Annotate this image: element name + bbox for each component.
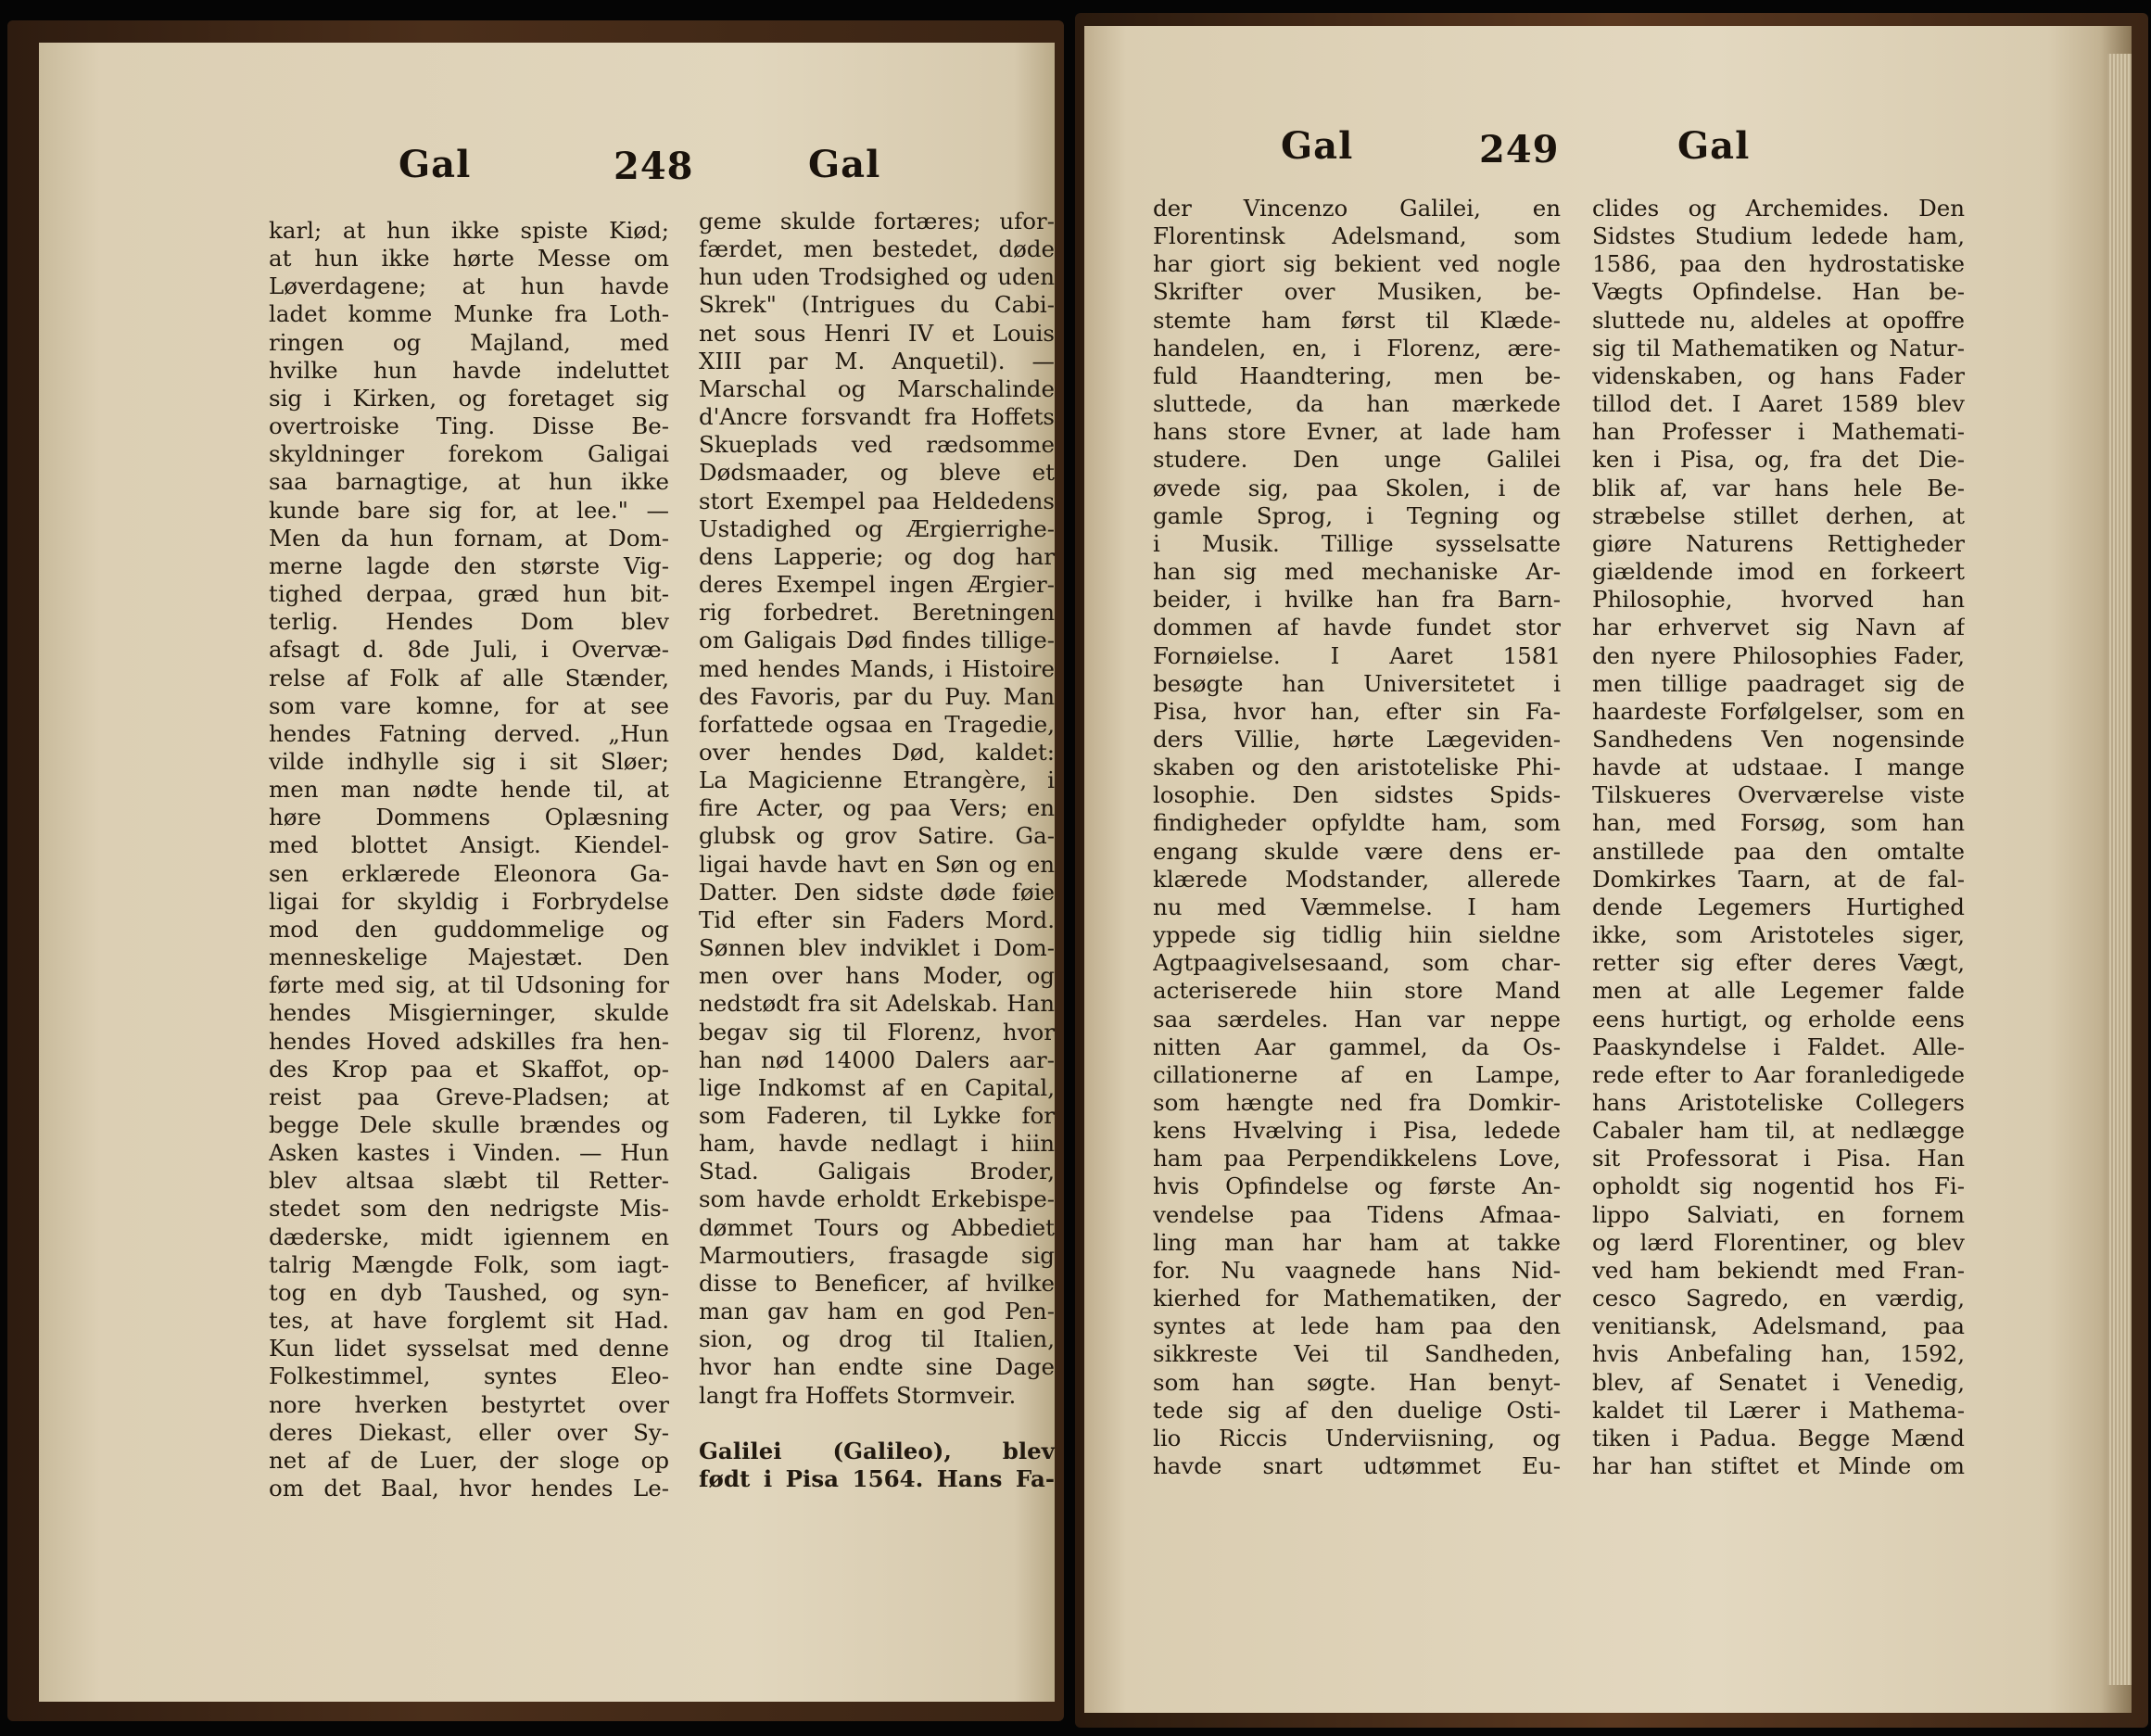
text-line: fire Acter, og paa Vers; en [699,794,1055,822]
text-line: 1586, paa den hydrostatiske [1592,250,1965,278]
text-line: reist paa Greve-Pladsen; at [269,1083,669,1110]
text-line: Tilskueres Overværelse viste [1592,781,1965,809]
text-line: losophie. Den sidstes Spids- [1153,781,1561,809]
left-header-word-right: Gal [808,143,881,186]
text-line: færdet, men bestedet, døde [699,235,1055,263]
right-header-word: Gal [1281,124,1354,168]
text-line: skaben og den aristoteliske Phi- [1153,754,1561,781]
text-line: giældende imod en forkeert [1592,558,1965,586]
text-line: over hendes Død, kaldet: [699,738,1055,766]
text-line: øvede sig, paa Skolen, i de [1153,474,1561,501]
text-line: hans Aristoteliske Collegers [1592,1089,1965,1116]
text-line: sion, og drog til Italien, [699,1325,1055,1353]
text-line: Paaskyndelse i Faldet. Alle- [1592,1033,1965,1060]
text-line: tes, at have forglemt sit Had. [269,1307,669,1335]
text-line: Skueplads ved rædsomme [699,431,1055,459]
text-line: sig i Kirken, og foretaget sig [269,384,669,412]
text-line: ringen og Majland, med [269,328,669,356]
text-line: anstillede paa den omtalte [1592,837,1965,865]
text-line: om Galigais Død findes tillige- [699,627,1055,654]
text-line: merne lagde den største Vig- [269,551,669,579]
text-line: karl; at hun ikke spiste Kiød; [269,217,669,244]
text-line: han sig med mechaniske Ar- [1153,558,1561,586]
left-page-column-1 [269,217,669,1502]
text-line: Sandhedens Ven nogensinde [1592,725,1965,753]
text-line: Vægts Opfindelse. Han be- [1592,278,1965,306]
text-line: ladet komme Munke fra Loth- [269,300,669,328]
text-line: men tillige paadraget sig de [1592,669,1965,697]
text-line: Skrifter over Musiken, be- [1153,278,1561,306]
text-line: havde at udstaae. I mange [1592,754,1965,781]
text-line: Stad. Galigais Broder, [699,1158,1055,1185]
left-page-number: 248 [614,145,694,188]
left-header-word: Gal [399,143,472,186]
text-line: som vare komne, for at see [269,691,669,719]
text-line: hvilke hun havde indeluttet [269,356,669,384]
left-page-column-2 [699,208,1055,1493]
text-line: som havde erholdt Erkebispe- [699,1185,1055,1213]
text-line: hun uden Trodsighed og uden [699,263,1055,291]
text-line: skyldninger forekom Galigai [269,440,669,468]
text-line: stemte ham først til Klæde- [1153,306,1561,334]
text-line: retter sig efter deres Vægt, [1592,949,1965,977]
text-line: begav sig til Florenz, hvor [699,1018,1055,1045]
text-line: Sønnen blev indviklet i Dom- [699,934,1055,962]
text-line: har giort sig bekient ved nogle [1153,250,1561,278]
text-line: geme skulde fortæres; ufor- [699,208,1055,234]
text-line: har han stiftet et Minde om [1592,1452,1965,1480]
text-line: nedstødt fra sit Adelskab. Han [699,990,1055,1018]
text-line: handelen, en, i Florenz, ære- [1153,334,1561,361]
text-line: ved ham bekiendt med Fran- [1592,1256,1965,1284]
text-line: besøgte han Universitetet i [1153,669,1561,697]
text-line: syntes at lede ham paa den [1153,1312,1561,1340]
text-line: talrig Mængde Folk, som iagt- [269,1250,669,1278]
text-line: for. Nu vaagnede hans Nid- [1153,1256,1561,1284]
text-line: La Magicienne Etrangère, i [699,767,1055,794]
text-line: man gav ham en god Pen- [699,1298,1055,1325]
text-line: dæderske, midt igiennem en [269,1223,669,1250]
text-line: Asken kastes i Vinden. — Hun [269,1139,669,1167]
text-line: ligai havde havt en Søn og en [699,850,1055,878]
right-page-number: 249 [1479,128,1560,171]
text-line: relse af Folk af alle Stænder, [269,664,669,691]
text-line: disse to Beneficer, af hvilke [699,1269,1055,1297]
text-line: førte med sig, at til Udsoning for [269,971,669,999]
text-line: deres Diekast, eller over Sy- [269,1418,669,1446]
text-line: forfattede ogsaa en Tragedie, [699,710,1055,738]
text-line: tiken i Padua. Begge Mænd [1592,1424,1965,1451]
text-line: høre Dommens Oplæsning [269,804,669,831]
text-line: venitiansk, Adelsmand, paa [1592,1312,1965,1340]
text-line: engang skulde være dens er- [1153,837,1561,865]
entry-spacer [699,1410,1055,1438]
text-line: yppede sig tidlig hiin sieldne [1153,921,1561,949]
text-line: Skrek" (Intrigues du Cabi- [699,291,1055,319]
text-line: saa særdeles. Han var neppe [1153,1005,1561,1033]
text-line: kierhed for Mathematiken, der [1153,1285,1561,1312]
text-line: des Favoris, par du Puy. Man [699,682,1055,710]
text-line: med blottet Ansigt. Kiendel- [269,831,669,859]
text-line: han Professer i Mathemati- [1592,418,1965,446]
text-line: saa barnagtige, at hun ikke [269,468,669,496]
text-line: tighed derpaa, græd hun bit- [269,580,669,608]
text-line: opholdt sig nogentid hos Fi- [1592,1172,1965,1200]
text-line: nu med Væmmelse. I ham [1153,893,1561,920]
text-line: kens Hvælving i Pisa, ledede [1153,1117,1561,1145]
text-line: den nyere Philosophies Fader, [1592,641,1965,669]
text-line: som Faderen, til Lykke for [699,1102,1055,1129]
text-line: men over hans Moder, og [699,962,1055,990]
text-line: i Musik. Tillige sysselsatte [1153,529,1561,557]
text-line: studere. Den unge Galilei [1153,446,1561,474]
text-line: hvis Opfindelse og første An- [1153,1172,1561,1200]
text-line: net af de Luer, der sloge op [269,1446,669,1474]
text-line: Kun lidet sysselsat med denne [269,1335,669,1362]
text-line: stort Exempel paa Heldedens [699,487,1055,514]
text-line: kaldet til Lærer i Mathema- [1592,1396,1965,1424]
text-line: overtroiske Ting. Disse Be- [269,412,669,440]
left-page [39,43,1055,1702]
right-page-column-2 [1592,195,1965,1480]
text-line: tog en dyb Taushed, og syn- [269,1278,669,1306]
text-line: afsagt d. 8de Juli, i Overvæ- [269,636,669,664]
text-line: lio Riccis Underviisning, og [1153,1424,1561,1451]
text-line: Folkestimmel, syntes Eleo- [269,1362,669,1390]
text-line: acteriserede hiin store Mand [1153,977,1561,1005]
right-page-edge [2107,54,2132,1685]
text-line: stræbelse stillet derhen, at [1592,501,1965,529]
text-line: findigheder opfyldte ham, som [1153,809,1561,837]
text-line: nitten Aar gammel, da Os- [1153,1033,1561,1060]
text-line: mod den guddommelige og [269,915,669,943]
text-line: Fornøielse. I Aaret 1581 [1153,641,1561,669]
text-line: haardeste Forfølgelser, som en [1592,697,1965,725]
text-line: der Vincenzo Galilei, en [1153,195,1561,222]
text-line: hvis Anbefaling han, 1592, [1592,1340,1965,1368]
right-header-word-right: Gal [1677,124,1751,168]
text-line: stedet som den nedrigste Mis- [269,1195,669,1223]
text-line: langt fra Hoffets Stormveir. [699,1381,1017,1409]
text-line: Cabaler ham til, at nedlægge [1592,1117,1965,1145]
text-line: sig til Mathematiken og Natur- [1592,334,1965,361]
text-line: eens hurtigt, og erholde eens [1592,1005,1965,1033]
text-line: cesco Sagredo, en værdig, [1592,1285,1965,1312]
text-line: Datter. Den sidste døde føie [699,878,1055,906]
text-line: dende Legemers Hurtighed [1592,893,1965,920]
text-line: hendes Fatning derved. „Hun [269,719,669,747]
text-line: klærede Modstander, allerede [1153,865,1561,893]
entry-galilei-line: Galilei (Galileo), blev [699,1437,1055,1464]
text-line: Sidstes Studium ledede ham, [1592,222,1965,250]
text-line: tillod det. I Aaret 1589 blev [1592,390,1965,418]
text-line: beider, i hvilke han fra Barn- [1153,586,1561,614]
text-line: hendes Hoved adskilles fra hen- [269,1027,669,1055]
text-line: han, med Forsøg, som han [1592,809,1965,837]
text-line: fuld Haandtering, men be- [1153,361,1561,389]
text-line: Pisa, hvor han, efter sin Fa- [1153,697,1561,725]
text-line: blev, af Senatet i Venedig, [1592,1368,1965,1396]
text-line: med hendes Mands, i Histoire [699,654,1055,682]
text-line: Ustadighed og Ærgierrighe- [699,514,1055,542]
text-line: ham, havde nedlagt i hiin [699,1130,1055,1158]
text-line: blev altsaa slæbt til Retter- [269,1167,669,1195]
text-line: ders Villie, hørte Lægeviden- [1153,725,1561,753]
text-line: hvor han endte sine Dage [699,1353,1055,1381]
text-line: Men da hun fornam, at Dom- [269,524,669,551]
text-line: tede sig af den duelige Osti- [1153,1396,1561,1424]
text-line: sikkreste Vei til Sandheden, [1153,1340,1561,1368]
text-line: d'Ancre forsvandt fra Hoffets [699,403,1055,431]
text-line: net sous Henri IV et Louis [699,319,1055,347]
text-line: terlig. Hendes Dom blev [269,608,669,636]
text-line: lippo Salviati, en fornem [1592,1200,1965,1228]
text-line: kunde bare sig for, at lee." — [269,496,669,524]
text-line: ikke, som Aristoteles siger, [1592,921,1965,949]
text-line: vilde indhylle sig i sit Sløer; [269,747,669,775]
entry-galilei-line: født i Pisa 1564. Hans Fa- [699,1464,1055,1492]
text-line: om det Baal, hvor hendes Le- [269,1475,669,1502]
text-line: sluttede, da han mærkede [1153,390,1561,418]
text-line: nore hverken bestyrtet over [269,1390,669,1418]
text-line: han nød 14000 Dalers aar- [699,1045,1055,1073]
text-line: lige Indkomst af en Capital, [699,1073,1055,1101]
text-line: at hun ikke hørte Messe om [269,245,669,272]
text-line: menneskelige Majestæt. Den [269,944,669,971]
text-line: blik af, var hans hele Be- [1592,474,1965,501]
text-line: ligai for skyldig i Forbrydelse [269,887,669,915]
text-line: des Krop paa et Skaffot, op- [269,1055,669,1083]
text-line: cillationerne af en Lampe, [1153,1060,1561,1088]
text-line: videnskaben, og hans Fader [1592,361,1965,389]
text-line: Domkirkes Taarn, at de fal- [1592,865,1965,893]
text-line: Marschal og Marschalinde [699,374,1055,402]
right-page [1084,26,2132,1713]
text-line: hendes Misgierninger, skulde [269,999,669,1027]
text-line: men at alle Legemer falde [1592,977,1965,1005]
text-line: som han søgte. Han benyt- [1153,1368,1561,1396]
text-line: havde snart udtømmet Eu- [1153,1452,1561,1480]
text-line: glubsk og grov Satire. Ga- [699,822,1055,850]
text-line: som hængte ned fra Domkir- [1153,1089,1561,1116]
text-line: sen erklærede Eleonora Ga- [269,859,669,887]
text-line: vendelse paa Tidens Afmaa- [1153,1200,1561,1228]
text-line: begge Dele skulle brændes og [269,1111,669,1138]
text-line: hans store Evner, at lade ham [1153,418,1561,446]
text-line: deres Exempel ingen Ærgier- [699,571,1055,599]
text-line: Agtpaagivelsesaand, som char- [1153,949,1561,977]
text-line: Marmoutiers, frasagde sig [699,1241,1055,1269]
text-line: dommen af havde fundet stor [1153,614,1561,641]
text-line: Løverdagene; at hun havde [269,272,669,300]
text-line: sluttede nu, aldeles at opoffre [1592,306,1965,334]
text-line: ham paa Perpendikkelens Love, [1153,1145,1561,1172]
text-line: Philosophie, hvorved han [1592,586,1965,614]
text-line: dømmet Tours og Abbediet [699,1213,1055,1241]
text-line: Dødsmaader, og bleve et [699,459,1055,487]
text-line: Tid efter sin Faders Mord. [699,906,1055,933]
text-line: XIII par M. Anquetil). — [699,347,1055,374]
text-line: giøre Naturens Rettigheder [1592,529,1965,557]
text-line: ling man har ham at takke [1153,1228,1561,1256]
text-line: rede efter to Aar foranledigede [1592,1060,1965,1088]
text-line: gamle Sprog, i Tegning og [1153,501,1561,529]
text-line: ken i Pisa, og, fra det Die- [1592,446,1965,474]
text-line: clides og Archemides. Den [1592,195,1965,222]
right-page-column-1 [1153,195,1561,1480]
text-line: rig forbedret. Beretningen [699,599,1055,627]
text-line: dens Lapperie; og dog har [699,542,1055,570]
text-line: Florentinsk Adelsmand, som [1153,222,1561,250]
text-line: sit Professorat i Pisa. Han [1592,1145,1965,1172]
text-line: og lærd Florentiner, og blev [1592,1228,1965,1256]
text-line: men man nødte hende til, at [269,776,669,804]
text-line: har erhvervet sig Navn af [1592,614,1965,641]
